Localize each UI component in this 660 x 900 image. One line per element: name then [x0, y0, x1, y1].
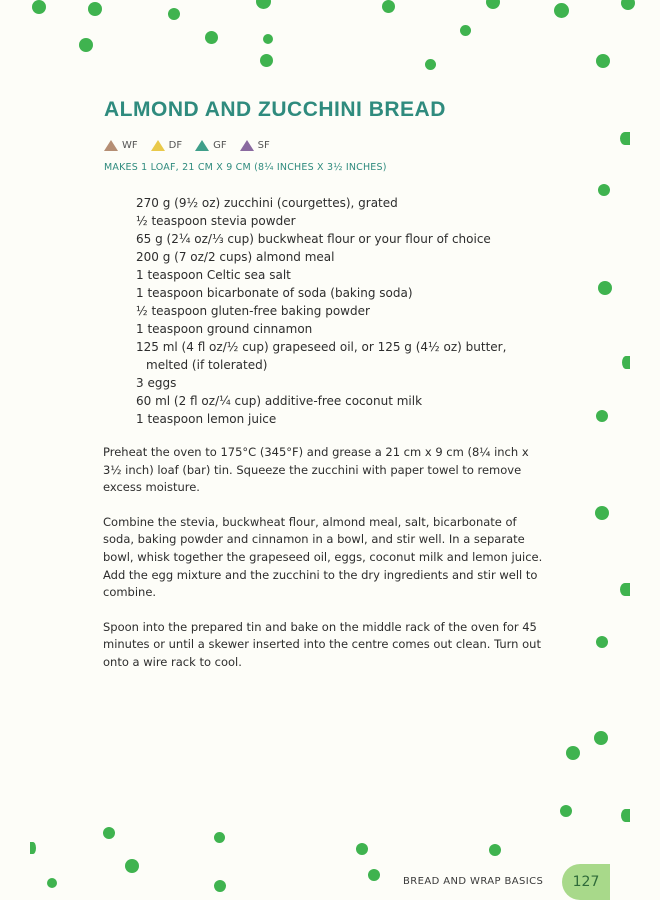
decorative-dot [622, 356, 630, 369]
ingredient-item: 270 g (9½ oz) zucchini (courgettes), grated [136, 196, 398, 210]
decorative-dot [214, 880, 226, 892]
tag-sf [240, 140, 270, 151]
decorative-dot [214, 832, 225, 843]
method-step: Combine the stevia, buckwheat flour, almond meal, salt, bicarbonate of soda, baking powder and cinnamon in a bowl, and stir well. In a separate bowl, whisk together the grapeseed oil, eggs, coconut milk and lemon juice. Add the egg mixture and the zucchini to the dry ingredients and stir well to combine. [103, 514, 543, 600]
ingredient-item: 125 ml (4 fl oz/½ cup) grapeseed oil, or 125 g (4½ oz) butter, [136, 340, 507, 354]
decorative-dot [489, 844, 501, 856]
ingredient-item: 3 eggs [136, 376, 177, 390]
decorative-dot [47, 878, 57, 888]
page-number: 127 [572, 874, 600, 890]
decorative-dot [88, 2, 102, 16]
decorative-dot [486, 0, 500, 9]
ingredient-item: 1 teaspoon Celtic sea salt [136, 268, 291, 282]
decorative-dot [168, 8, 180, 20]
section-footer: BREAD AND WRAP BASICS [403, 876, 544, 887]
decorative-dot [598, 281, 612, 295]
decorative-dot [620, 583, 630, 596]
decorative-dot [554, 3, 569, 18]
method-step: Preheat the oven to 175°C (345°F) and grease a 21 cm x 9 cm (8¼ inch x 3½ inch) loaf (bar) tin. Squeeze the zucchini with paper towel to remove excess moisture. [103, 445, 529, 495]
ingredient-item: ½ teaspoon stevia powder [136, 214, 296, 228]
decorative-dot [32, 0, 46, 14]
decorative-dot [560, 805, 572, 817]
decorative-dot [621, 809, 630, 822]
method-section [103, 444, 543, 689]
tag-label: WF [122, 140, 138, 151]
dietary-tags [104, 140, 270, 151]
ingredient-item: 1 teaspoon ground cinnamon [136, 322, 313, 336]
decorative-dot [621, 0, 635, 10]
decorative-dot [566, 746, 580, 760]
decorative-dot [596, 410, 608, 422]
yield-line: MAKES 1 LOAF, 21 CM X 9 CM (8¼ INCHES X 3½ INCHES) [104, 162, 387, 173]
decorative-dot [30, 842, 36, 854]
decorative-dot [382, 0, 395, 13]
decorative-dot [356, 843, 368, 855]
triangle-icon [240, 140, 254, 151]
decorative-dot [598, 184, 610, 196]
method-step: Spoon into the prepared tin and bake on the middle rack of the oven for 45 minutes or until a skewer inserted into the centre comes out clean. Turn out onto a wire rack to cool. [103, 619, 541, 669]
decorative-dot [460, 25, 471, 36]
decorative-dot [79, 38, 93, 52]
decorative-dot [425, 59, 436, 70]
decorative-dot [125, 859, 139, 873]
decorative-dot [594, 731, 608, 745]
ingredient-item: ½ teaspoon gluten-free baking powder [136, 304, 370, 318]
decorative-dot [620, 132, 630, 145]
decorative-dot [596, 636, 608, 648]
recipe-title: ALMOND AND ZUCCHINI BREAD [104, 98, 446, 121]
tag-label: GF [213, 140, 227, 151]
decorative-dot [260, 54, 273, 67]
tag-gf [195, 140, 227, 151]
ingredient-list [136, 194, 506, 428]
page-number-tab [562, 864, 610, 900]
ingredient-item: 1 teaspoon lemon juice [136, 412, 277, 426]
decorative-dot [368, 869, 380, 881]
decorative-dot [596, 54, 610, 68]
ingredient-item: 200 g (7 oz/2 cups) almond meal [136, 250, 335, 264]
ingredient-item: 1 teaspoon bicarbonate of soda (baking soda) [136, 286, 413, 300]
ingredient-item-continued: melted (if tolerated) [146, 358, 268, 372]
triangle-icon [195, 140, 209, 151]
triangle-icon [151, 140, 165, 151]
tag-label: DF [168, 140, 183, 151]
tag-label: SF [257, 140, 270, 151]
tag-df [151, 140, 182, 151]
decorative-dot [263, 34, 273, 44]
decorative-dot [595, 506, 609, 520]
triangle-icon [104, 140, 118, 151]
decorative-dot [205, 31, 218, 44]
ingredient-item: 60 ml (2 fl oz/¼ cup) additive-free coconut milk [136, 394, 423, 408]
ingredient-item: 65 g (2¼ oz/⅓ cup) buckwheat flour or your flour of choice [136, 232, 491, 246]
decorative-dot [256, 0, 271, 9]
decorative-dot [103, 827, 115, 839]
tag-wf [104, 140, 138, 151]
